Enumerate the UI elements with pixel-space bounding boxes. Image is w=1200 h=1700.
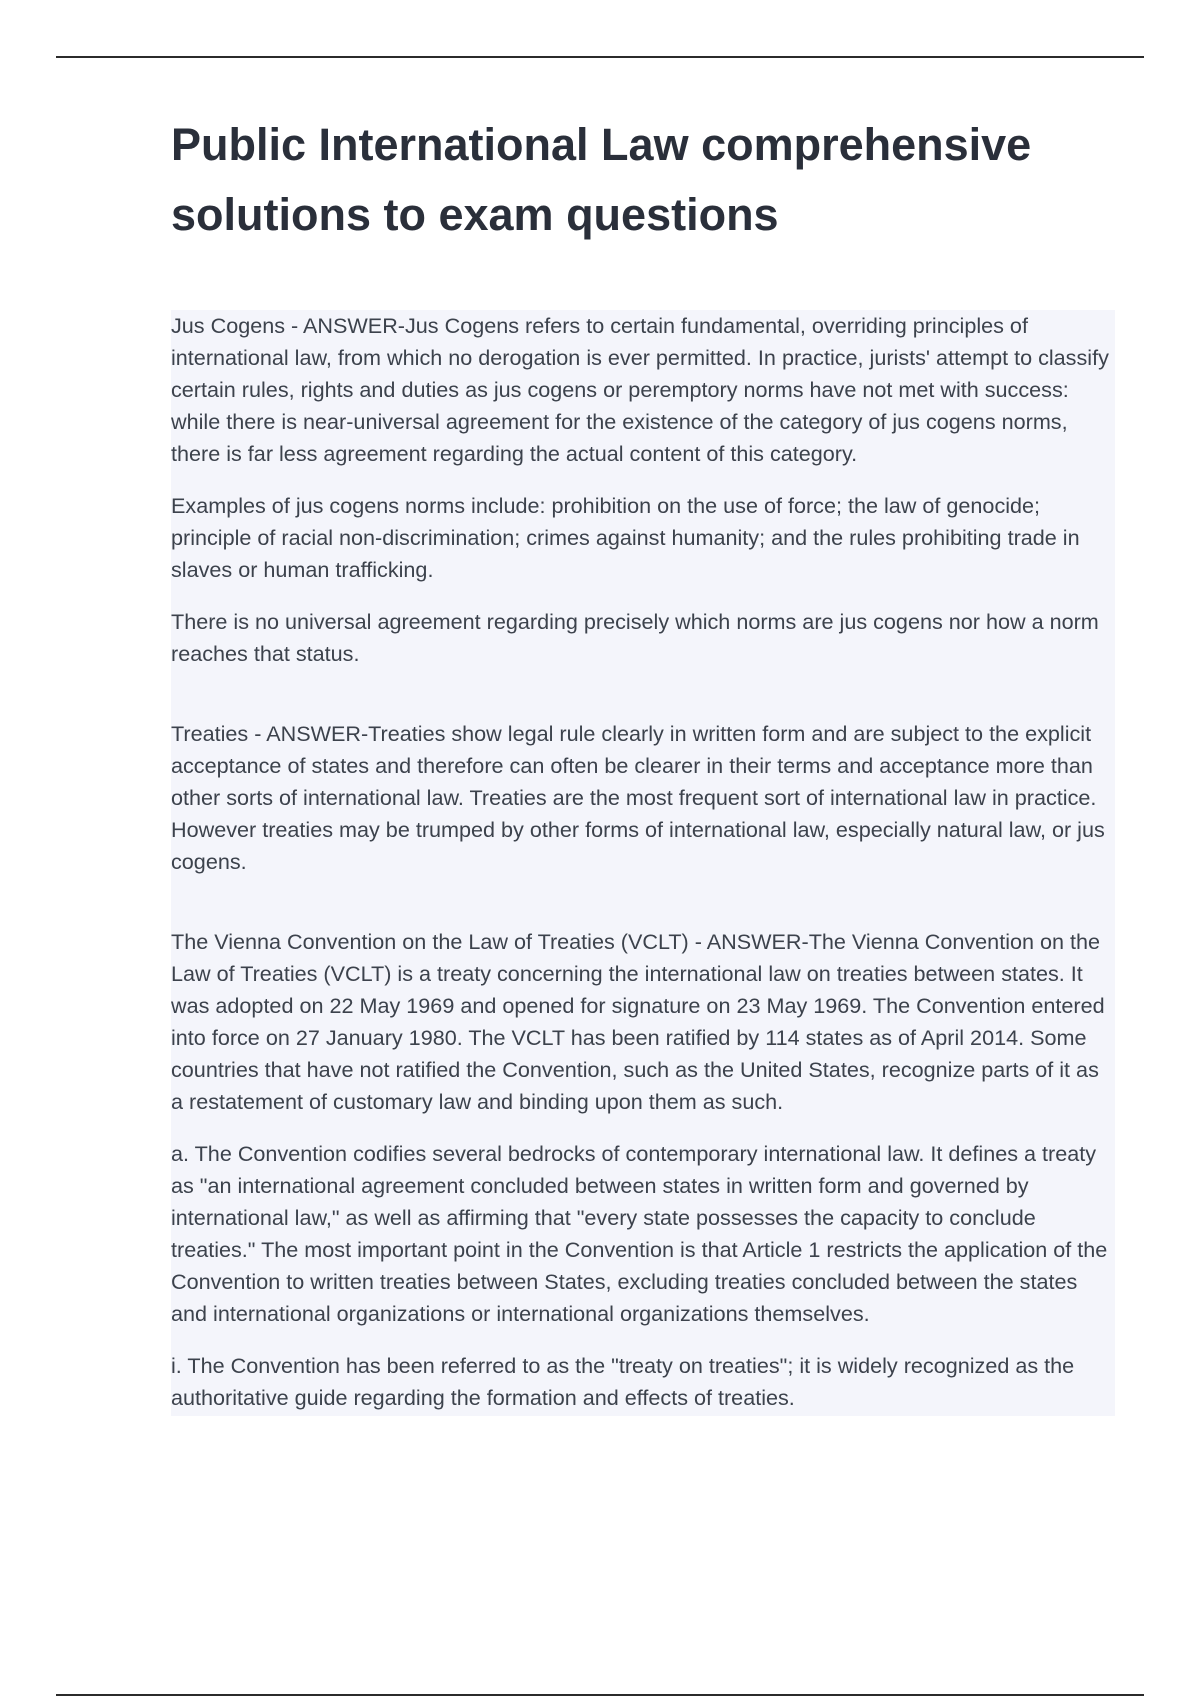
- bottom-rule: [56, 1694, 1144, 1696]
- section-vclt: [171, 926, 1115, 1414]
- section-jus-cogens: [171, 310, 1115, 670]
- paragraph: Jus Cogens - ANSWER-Jus Cogens refers to certain fundamental, overriding principles of international law, from which no derogation is ever permitted. In practice, jurists' attempt to classify certain rules, rights and duties as jus cogens or peremptory norms have not met with success: while there is near-universal agreement for the existence of the category of jus cogens norms, there is far less agreement regarding the actual content of this category.: [171, 313, 1109, 466]
- paragraph: i. The Convention has been referred to as the "treaty on treaties"; it is widely recognized as the authoritative guide regarding the formation and effects of treaties.: [171, 1353, 1075, 1410]
- paragraph: Examples of jus cogens norms include: prohibition on the use of force; the law of genocide; principle of racial non-discrimination; crimes against humanity; and the rules prohibiting trade in slaves or human trafficking.: [171, 493, 1080, 582]
- section-gap: [171, 878, 1115, 926]
- paragraph: The Vienna Convention on the Law of Treaties (VCLT) - ANSWER-The Vienna Convention on the Law of Treaties (VCLT) is a treaty concerning the international law on treaties between states. It was adopted on 22 May 1969 and opened for signature on 23 May 1969. The Convention entered into force on 27 January 1980. The VCLT has been ratified by 114 states as of April 2014. Some countries that have not ratified the Convention, such as the United States, recognize parts of it as a restatement of customary law and binding upon them as such.: [171, 929, 1105, 1114]
- top-rule: [56, 56, 1144, 58]
- document-page: [171, 110, 1115, 1416]
- paragraph: There is no universal agreement regarding precisely which norms are jus cogens nor how a norm reaches that status.: [171, 609, 1099, 666]
- document-body: [171, 310, 1115, 1416]
- section-gap: [171, 670, 1115, 718]
- paragraph: a. The Convention codifies several bedrocks of contemporary international law. It defines a treaty as "an international agreement concluded between states in written form and governed by international law," as well as affirming that "every state possesses the capacity to conclude treaties." The most important point in the Convention is that Article 1 restricts the application of the Convention to written treaties between States, excluding treaties concluded between the states and international organizations or international organizations themselves.: [171, 1141, 1108, 1326]
- document-title: Public International Law comprehensive solutions to exam questions: [171, 119, 1032, 240]
- paragraph: Treaties - ANSWER-Treaties show legal rule clearly in written form and are subject to the explicit acceptance of states and therefore can often be clearer in their terms and acceptance more than other sorts of international law. Treaties are the most frequent sort of international law in practice. However treaties may be trumped by other forms of international law, especially natural law, or jus cogens.: [171, 721, 1105, 874]
- section-treaties: [171, 718, 1115, 878]
